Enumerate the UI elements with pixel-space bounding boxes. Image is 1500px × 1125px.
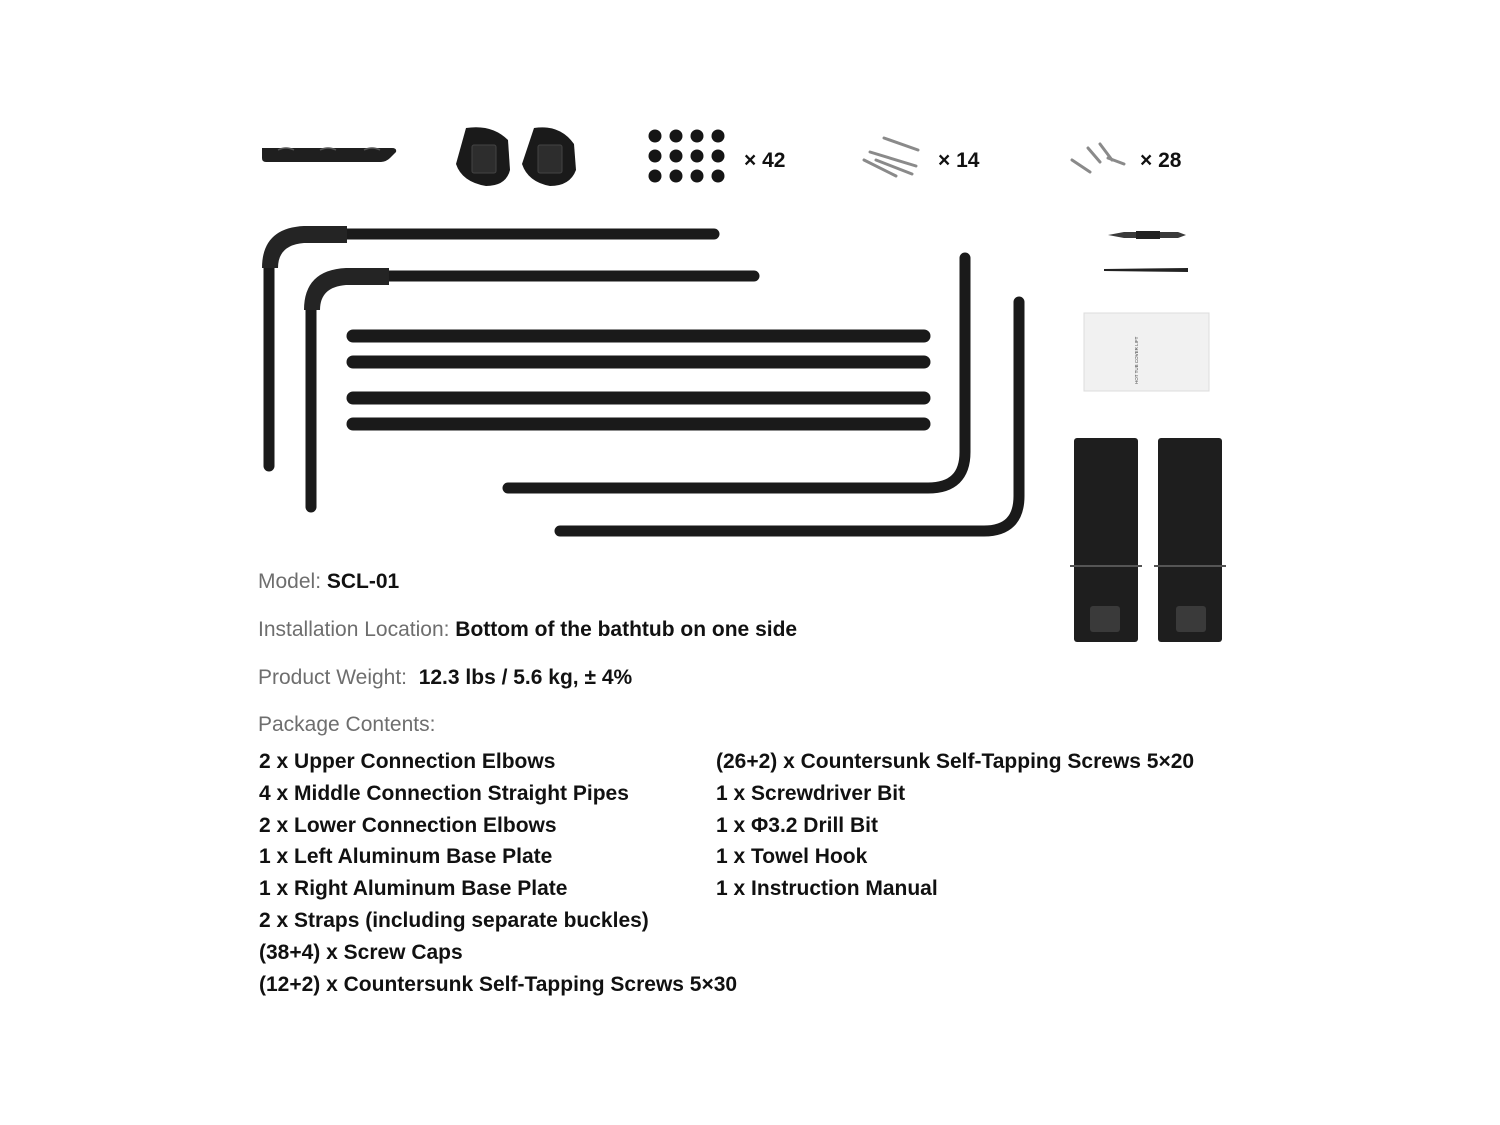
model-label: Model: [258,570,327,593]
list-item: 1 x Left Aluminum Base Plate [259,845,553,869]
screw-short-icon [1072,144,1124,172]
towel-hook-icon [262,148,396,162]
list-item: 2 x Straps (including separate buckles) [259,908,649,932]
location-value: Bottom of the bathtub on one side [455,618,798,641]
weight-label: Product Weight: [258,666,419,689]
screwdriver-bit-icon [1108,231,1186,239]
list-item: 1 x Φ3.2 Drill Bit [716,813,878,837]
installation-location-spec [258,618,797,642]
list-item: (26+2) x Countersunk Self-Tapping Screws 5×20 [716,750,1195,773]
list-item: (38+4) x Screw Caps [259,940,463,964]
weight-value: 12.3 lbs / 5.6 kg, ± 4% [418,666,633,689]
instruction-manual-icon [1084,313,1209,391]
aluminum-base-plate-icon [1070,438,1226,642]
short-screws-quantity: × 28 [1140,149,1182,172]
contents-list-left [259,748,737,1002]
screw-caps-quantity: × 42 [744,149,786,172]
product-weight-spec [258,666,632,690]
package-contents-heading: Package Contents: [258,713,436,736]
list-item: 4 x Middle Connection Straight Pipes [259,781,629,805]
middle-straight-pipe [353,336,924,424]
list-item: 2 x Lower Connection Elbows [259,813,557,837]
list-item: 2 x Upper Connection Elbows [259,750,556,773]
list-item: 1 x Right Aluminum Base Plate [259,877,568,901]
strap-buckle-icon [456,127,576,186]
list-item: 1 x Screwdriver Bit [716,781,906,805]
list-item: 1 x Towel Hook [716,845,868,869]
model-spec [258,570,399,594]
list-item: (12+2) x Countersunk Self-Tapping Screws 5×30 [259,972,738,996]
screw-long-icon [864,138,918,176]
manual-cover-title: HOT TUB COVER LIFT [1134,336,1139,384]
model-value: SCL-01 [326,570,400,593]
location-label: Installation Location: [258,618,456,641]
drill-bit-icon [1104,268,1188,272]
contents-list-right [716,748,1194,907]
list-item: 1 x Instruction Manual [716,877,938,901]
long-screws-quantity: × 14 [938,149,980,172]
screw-caps-icon [649,130,725,183]
